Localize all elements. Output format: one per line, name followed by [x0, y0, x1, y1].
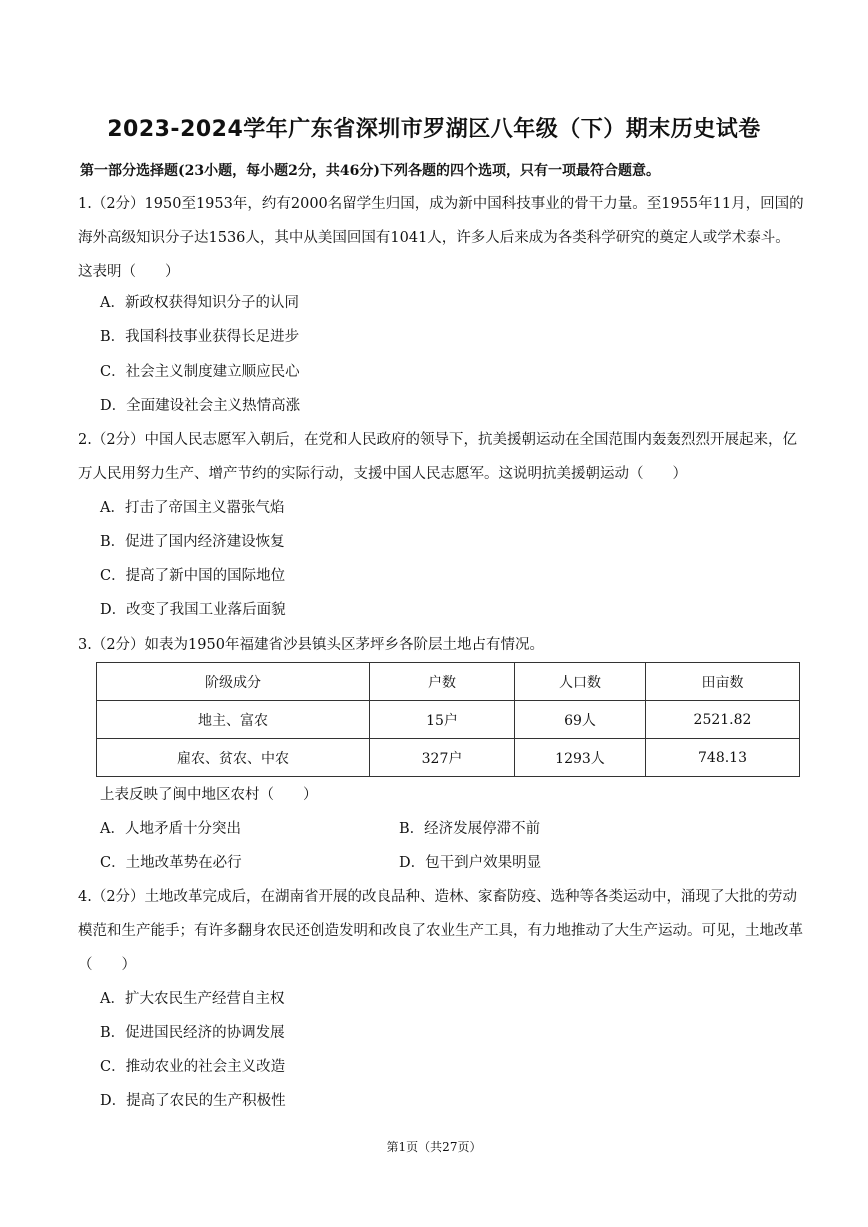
table-header: 田亩数 [646, 663, 800, 701]
section-heading: 第一部分选择题(23小题，每小题2分，共46分)下列各题的四个选项，只有一项最符合题意。 [80, 163, 660, 179]
question-4-option-a: A．扩大农民生产经营自主权 [100, 991, 285, 1007]
question-1-option-d: D．全面建设社会主义热情高涨 [100, 398, 301, 414]
question-1-option-a: A．新政权获得知识分子的认同 [100, 295, 299, 311]
question-2-option-a: A．打击了帝国主义嚣张气焰 [100, 500, 285, 516]
exam-title: 2023-2024学年广东省深圳市罗湖区八年级（下）期末历史试卷 [107, 117, 761, 142]
question-4-stem: 4.（2分）土地改革完成后，在湖南省开展的改良品种、造林、家畜防疫、选种等各类运动中，涌现了大批的劳动模范和生产能手；有许多翻身农民还创造发明和改良了农业生产工具，有力地推动了大生产运动。可见，土地改革（ ） [78, 889, 803, 973]
table-cell: 748.13 [646, 739, 800, 777]
table-cell: 15户 [370, 701, 515, 739]
table-cell: 69人 [515, 701, 646, 739]
table-row [97, 739, 800, 777]
table-cell: 1293人 [515, 739, 646, 777]
table-cell: 雇农、贫农、中农 [97, 739, 370, 777]
question-2-stem: 2.（2分）中国人民志愿军入朝后，在党和人民政府的领导下，抗美援朝运动在全国范围内轰轰烈烈开展起来，亿万人民用努力生产、增产节约的实际行动，支援中国人民志愿军。这说明抗美援朝运动（ ） [78, 432, 798, 482]
question-1-option-b: B．我国科技事业获得长足进步 [100, 329, 300, 345]
table-row [97, 701, 800, 739]
table-header-row [97, 663, 800, 701]
land-ownership-table [96, 662, 800, 777]
question-4-option-b: B．促进国民经济的协调发展 [100, 1025, 285, 1041]
question-4-option-d: D．提高了农民的生产积极性 [100, 1093, 286, 1109]
question-3-option-c: C．土地改革势在必行 [100, 855, 242, 871]
table-header: 人口数 [515, 663, 646, 701]
table-cell: 2521.82 [646, 701, 800, 739]
page-footer: 第1页（共27页） [386, 1140, 482, 1154]
question-3-after-table: 上表反映了闽中地区农村（ ） [100, 787, 318, 803]
question-1-option-c: C．社会主义制度建立顺应民心 [100, 364, 300, 380]
question-4-option-c: C．推动农业的社会主义改造 [100, 1059, 286, 1075]
table-header: 户数 [370, 663, 515, 701]
question-3-option-b: B．经济发展停滞不前 [399, 821, 541, 837]
table-cell: 327户 [370, 739, 515, 777]
question-3-option-a: A．人地矛盾十分突出 [100, 821, 241, 837]
question-2-option-b: B．促进了国内经济建设恢复 [100, 534, 285, 550]
question-3-option-d: D．包干到户效果明显 [399, 855, 542, 871]
table-cell: 地主、富农 [97, 701, 370, 739]
question-2-option-c: C．提高了新中国的国际地位 [100, 568, 286, 584]
table-header: 阶级成分 [97, 663, 370, 701]
question-1-stem: 1.（2分）1950至1953年，约有2000名留学生归国，成为新中国科技事业的骨干力量。至1955年11月，回国的海外高级知识分子达1536人，其中从美国回国有1041人，许多人后来成为各类科学研究的奠定人或学术泰斗。这表明（ ） [78, 196, 804, 280]
question-2-option-d: D．改变了我国工业落后面貌 [100, 602, 286, 618]
question-3-stem: 3.（2分）如表为1950年福建省沙县镇头区茅坪乡各阶层土地占有情况。 [78, 637, 544, 653]
